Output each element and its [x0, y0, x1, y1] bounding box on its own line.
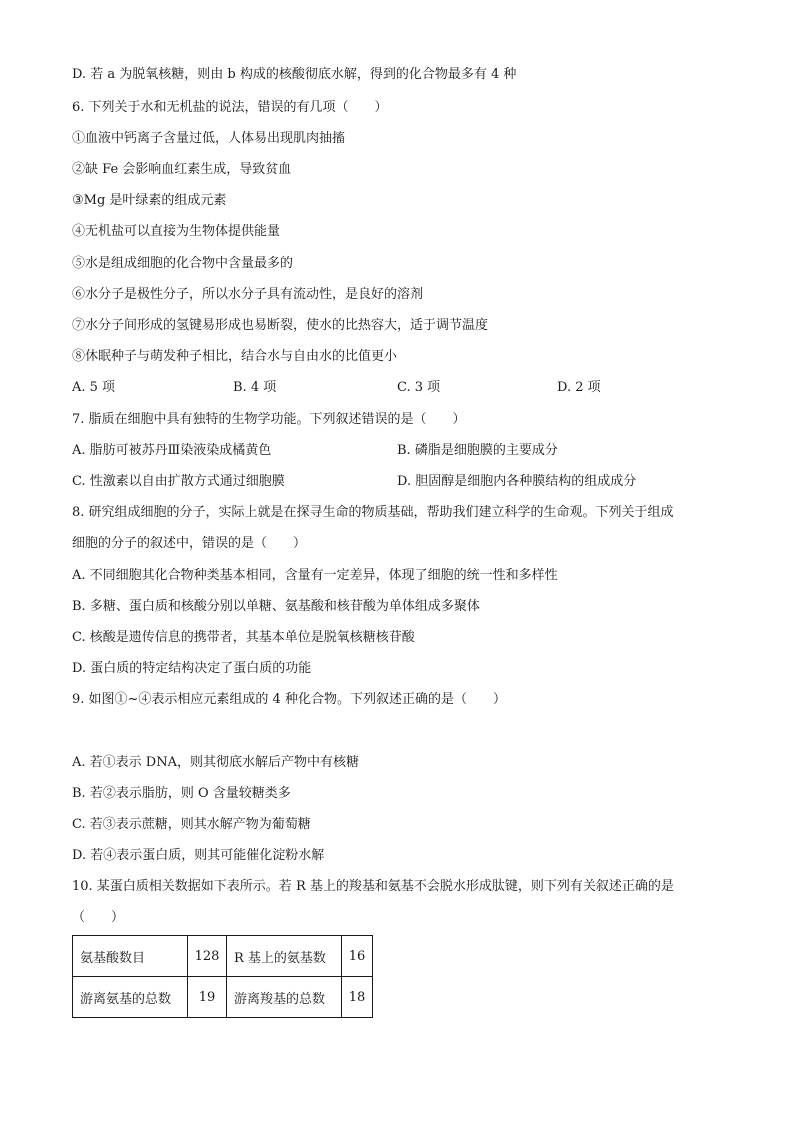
q9-option-a: A. 若①表示 DNA，则其彻底水解后产物中有核糖: [72, 755, 359, 770]
q8-stem-line1: 8. 研究组成细胞的分子，实际上就是在探寻生命的物质基础，帮助我们建立科学的生命观。下列关于组成: [72, 505, 674, 520]
q6-statement: ②缺 Fe 会影响血红素生成，导致贫血: [72, 162, 292, 177]
table-cell: 氨基酸数目: [73, 936, 188, 977]
q8-option-b: B. 多糖、蛋白质和核酸分别以单糖、氨基酸和核苷酸为单体组成多聚体: [72, 599, 480, 614]
q7-stem: 7. 脂质在细胞中具有独特的生物学功能。下列叙述错误的是（ ）: [72, 412, 466, 427]
q7-option-b: B. 磷脂是细胞膜的主要成分: [397, 443, 558, 458]
q7-option-d: D. 胆固醇是细胞内各种膜结构的组成成分: [397, 474, 637, 489]
q6-statement: ⑦水分子间形成的氢键易形成也易断裂，使水的比热容大，适于调节温度: [72, 318, 489, 333]
q9-option-d: D. 若④表示蛋白质，则其可能催化淀粉水解: [72, 848, 325, 863]
q10-stem-line2: （ ）: [72, 910, 125, 925]
q5-option-d: D. 若 a 为脱氧核糖，则由 b 构成的核酸彻底水解，得到的化合物最多有 4 种: [72, 67, 517, 82]
q8-stem-line2: 细胞的分子的叙述中，错误的是（ ）: [72, 536, 307, 551]
q7-option-c: C. 性激素以自由扩散方式通过细胞膜: [72, 474, 285, 489]
q6-statement: ④无机盐可以直接为生物体提供能量: [72, 224, 281, 239]
q9-option-b: B. 若②表示脂肪，则 O 含量较糖类多: [72, 786, 291, 801]
q9-option-c: C. 若③表示蔗糖，则其水解产物为葡萄糖: [72, 817, 311, 832]
q6-option-a: A. 5 项: [72, 380, 116, 395]
q6-stem: 6. 下列关于水和无机盐的说法，错误的有几项（ ）: [72, 100, 388, 115]
q6-option-d: D. 2 项: [557, 380, 601, 395]
table-cell: 游离氨基的总数: [73, 977, 188, 1018]
table-cell: R 基上的氨基数: [227, 936, 342, 977]
table-row: [73, 977, 373, 1018]
table-row: [73, 936, 373, 977]
q9-stem: 9. 如图①~④表示相应元素组成的 4 种化合物。下列叙述正确的是（ ）: [72, 692, 506, 707]
q7-option-a: A. 脂肪可被苏丹Ⅲ染液染成橘黄色: [72, 443, 272, 458]
q6-option-b: B. 4 项: [233, 380, 277, 395]
q6-statement: ⑧休眠种子与萌发种子相比，结合水与自由水的比值更小: [72, 349, 398, 364]
q10-data-table: [72, 935, 373, 1018]
q6-statement: ⑤水是组成细胞的化合物中含量最多的: [72, 256, 294, 271]
q10-stem-line1: 10. 某蛋白质相关数据如下表所示。若 R 基上的羧基和氨基不会脱水形成肽键，则下列有关叙述正确的是: [72, 879, 674, 894]
q6-statement: ①血液中钙离子含量过低，人体易出现肌肉抽搐: [72, 131, 346, 146]
table-cell: 游离羧基的总数: [227, 977, 342, 1018]
table-cell: 19: [188, 977, 227, 1018]
q8-option-a: A. 不同细胞其化合物种类基本相同，含量有一定差异，体现了细胞的统一性和多样性: [72, 568, 558, 583]
table-cell: 16: [342, 936, 373, 977]
q6-option-c: C. 3 项: [397, 380, 441, 395]
q8-option-c: C. 核酸是遗传信息的携带者，其基本单位是脱氧核糖核苷酸: [72, 630, 415, 645]
q6-statement: ⑥水分子是极性分子，所以水分子具有流动性，是良好的溶剂: [72, 287, 424, 302]
q6-statement: ③Mg 是叶绿素的组成元素: [72, 193, 227, 208]
table-cell: 128: [188, 936, 227, 977]
table-cell: 18: [342, 977, 373, 1018]
q8-option-d: D. 蛋白质的特定结构决定了蛋白质的功能: [72, 661, 312, 676]
